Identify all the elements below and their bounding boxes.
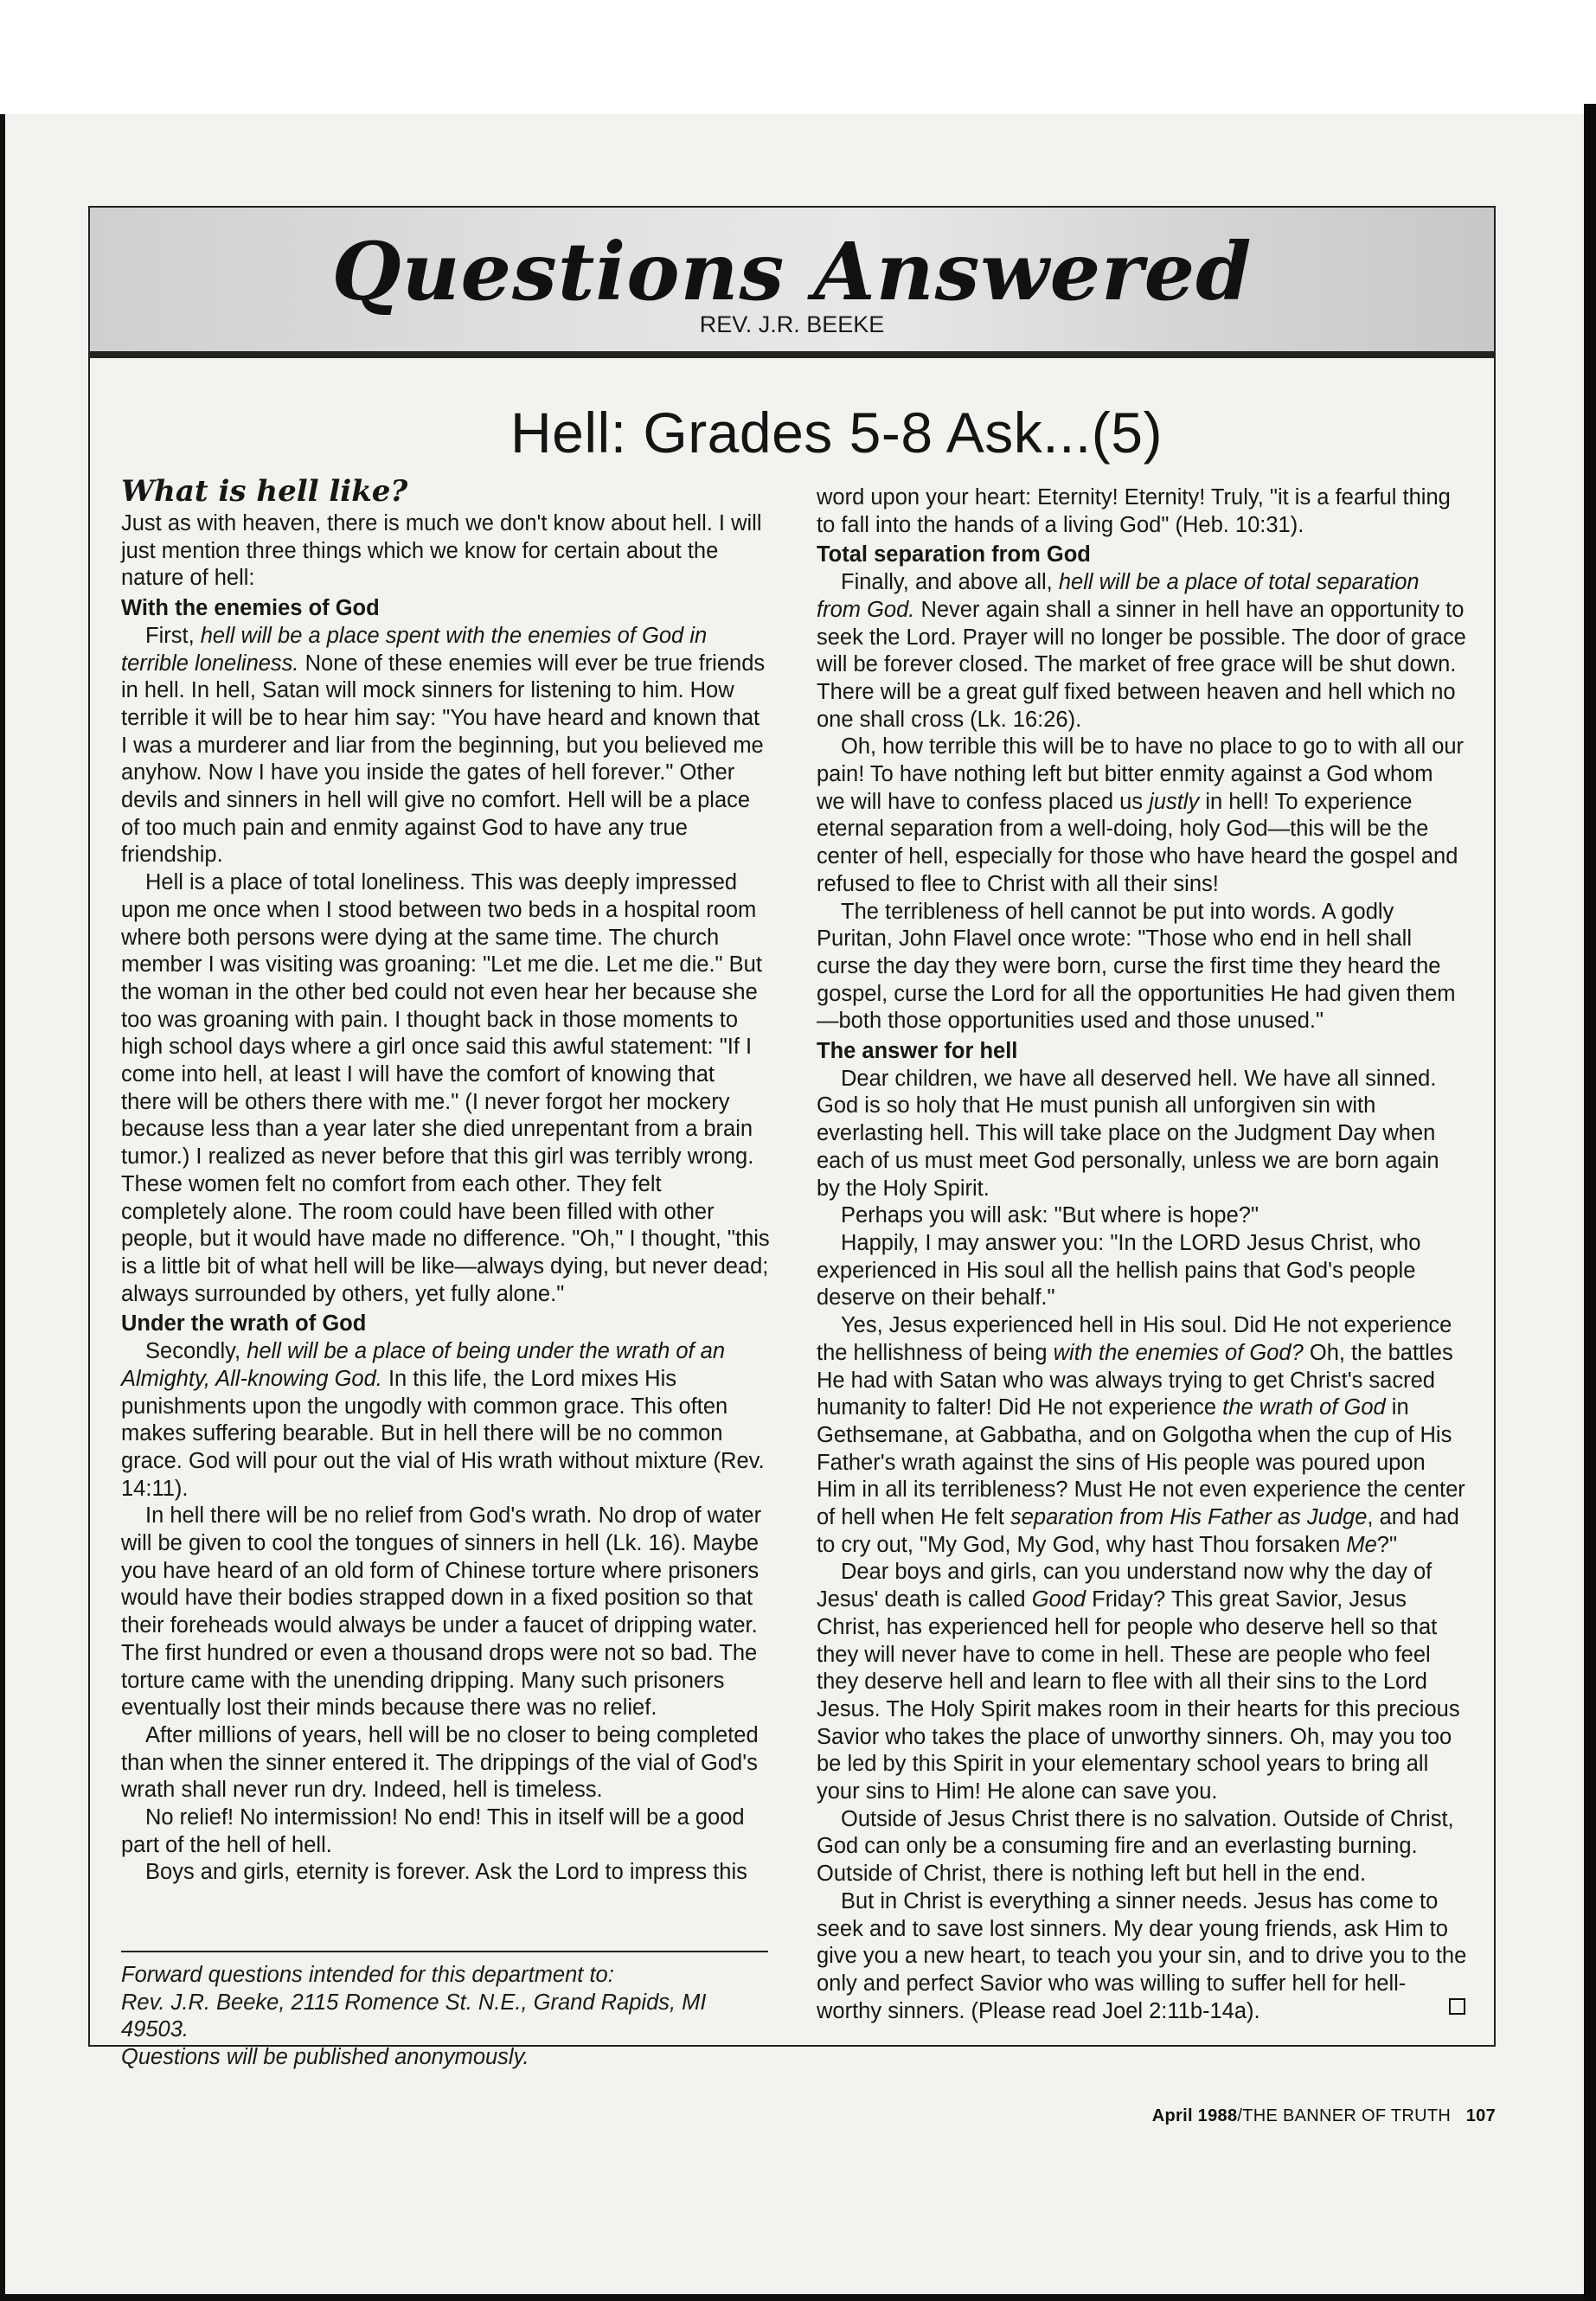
forward-note-line: Forward questions intended for this department to: — [121, 1963, 614, 1987]
forward-note-address: Rev. J.R. Beeke, 2115 Romence St. N.E., Grand Rapids, MI 49503. — [121, 1990, 707, 2041]
paragraph: The terribleness of hell cannot be put into words. A godly Puritan, John Flavel once wrote: "Those who end in hell shall curse the day they were born, curse the first time they heard the gospel, curse the Lord for all the opportunities He had given them—both those opportunities used and those unused." — [817, 899, 1456, 1034]
paragraph: First, hell will be a place spent with the enemies of God in terrible loneliness. None of these enemies will ever be true friends in hell. In hell, Satan will mock sinners for listening to him. How terrible it will be to hear him say: "You have heard and known that I was a murderer and liar from the beginning, but you believed me anyhow. Now I have you inside the gates of hell forever." Other devils and sinners in hell will give no comfort. Hell will be a place of too much pain and enmity against God to have any true friendship. — [121, 623, 766, 868]
left-column — [121, 476, 770, 1887]
page-top-background — [0, 0, 1596, 114]
forward-note-divider — [121, 1951, 768, 1952]
paragraph: Secondly, hell will be a place of being under the wrath of an Almighty, All-knowing God. In this life, the Lord mixes His punishments upon the ungodly with common grace. This often makes suffering bearable. But in hell there will be no common grace. God will pour out the vial of His wrath without mixture (Rev. 14:11). — [121, 1339, 765, 1501]
paragraph: Boys and girls, eternity is forever. Ask the Lord to impress this — [145, 1860, 747, 1885]
page-footer — [1152, 2106, 1496, 2126]
paragraph: Dear boys and girls, can you understand now why the day of Jesus' death is called Good Friday? This great Savior, Jesus Christ, has experienced hell for people who deserve hell so that they will never have to come in hell. These are people who feel they deserve hell and learn to flee with all their sins to the Lord Jesus. The Holy Spirit makes room in their hearts for this precious Savior who takes the place of unworthy sinners. Oh, may you too be led by this Spirit in your elementary school years to bring all your sins to Him! He alone can save you. — [817, 1560, 1460, 1804]
forward-note — [121, 1962, 779, 2071]
paragraph: Finally, and above all, hell will be a place of total separation from God. Never again shall a sinner in hell have an opportunity to seek the Lord. Prayer will no longer be possible. The door of grace will be forever closed. The market of free grace will be shut down. There will be a great gulf fixed between heaven and hell which no one shall cross (Lk. 16:26). — [817, 570, 1466, 732]
masthead-band — [90, 208, 1494, 358]
paragraph: No relief! No intermission! No end! This in itself will be a good part of the hell of hell. — [121, 1805, 745, 1857]
paragraph: Outside of Jesus Christ there is no salvation. Outside of Christ, God can only be a consuming fire and an everlasting burning. Outside of Christ, there is nothing left but hell in the end. — [817, 1806, 1454, 1887]
page-number: 107 — [1465, 2106, 1496, 2125]
paragraph: Just as with heaven, there is much we don't know about hell. I will just mention three things which we know for certain about the nature of hell: — [121, 511, 762, 591]
section-heading: Total separation from God — [817, 542, 1091, 567]
section-heading: The answer for hell — [817, 1039, 1018, 1064]
paragraph: Hell is a place of total loneliness. This was deeply impressed upon me once when I stood between two beds in a hospital room where both persons were dying at the same time. The church member I was visiting was groaning: "Let me die. Let me die." But the woman in the other bed could not even hear her because she too was groaning with pain. I thought back in those moments to high school days where a girl once said this awful statement: "If I come into hell, at least I will have the comfort of knowing that there will be others there with me." (I never forgot her mockery because less than a year later she died unrepentant from a brain tumor.) I realized as never before that this girl was terribly wrong. These women felt no comfort from each other. They felt completely alone. The room could have been filled with other people, but it would have made no difference. "Oh," I thought, "this is a little bit of what hell will be like—always dying, but never dead; always surrounded by others, yet fully alone." — [121, 870, 770, 1306]
paragraph: Oh, how terrible this will be to have no place to go to with all our pain! To have nothing left but bitter enmity against a God whom we will have to confess placed us justly in hell! To experience eternal separation from a well-doing, holy God—this will be the center of hell, especially for those who have heard the gospel and refused to flee to Christ with all their sins! — [817, 734, 1465, 896]
article-title: Hell: Grades 5-8 Ask...(5) — [510, 401, 1163, 465]
end-mark-icon — [1449, 1998, 1465, 2015]
section-heading: With the enemies of God — [121, 596, 380, 621]
masthead-author: REV. J.R. BEEKE — [699, 311, 885, 337]
paragraph: In hell there will be no relief from God's wrath. No drop of water will be given to cool the tongues of sinners in hell (Lk. 16). Maybe you have heard of an old form of Chinese torture where prisoners would have their bodies strapped down in a fixed position so that their foreheads would always be under a faucet of dripping water. The first hundred or even a thousand drops were not so bad. The torture came with the unending dripping. Many such prisoners eventually lost their minds because there was no relief. — [121, 1503, 762, 1721]
scan-edge-shadow — [1584, 104, 1596, 2301]
paragraph: Happily, I may answer you: "In the LORD Jesus Christ, who experienced in His soul all the hellish pains that God's people deserve on their behalf." — [817, 1230, 1421, 1311]
question-heading: What is hell like? — [121, 474, 408, 509]
right-column — [817, 484, 1467, 2025]
masthead-title: Questions Answered — [331, 225, 1253, 318]
footer-publication: /THE BANNER OF TRUTH — [1237, 2106, 1452, 2125]
paragraph: But in Christ is everything a sinner needs. Jesus has come to seek and to save lost sinners. My dear young friends, ask Him to give you a new heart, to teach you your sin, and to drive you to the only and perfect Savior who was willing to suffer hell for hell-worthy sinners. (Please read Joel 2:11b-14a). — [817, 1888, 1467, 2023]
forward-note-line: Questions will be published anonymously. — [121, 2044, 529, 2069]
footer-date: April 1988 — [1151, 2106, 1238, 2125]
paragraph: Dear children, we have all deserved hell. We have all sinned. God is so holy that He must punish all unforgiven sin with everlasting hell. This will take place on the Judgment Day when each of us must meet God personally, unless we are born again by the Holy Spirit. — [817, 1066, 1439, 1201]
left-column-body — [121, 510, 770, 1887]
paragraph: Yes, Jesus experienced hell in His soul. Did He not experience the hellishness of being with the enemies of God? Oh, the battles He had with Satan who was always trying to get Christ's sacred humanity to falter! Did He not experience the wrath of God in Gethsemane, at Gabbatha, and on Golgotha when the cup of His Father's wrath against the sins of His people was poured upon Him in all its terribleness? Must He not even experience the center of hell when He felt separation from His Father as Judge, and had to cry out, "My God, My God, why hast Thou forsaken Me?" — [817, 1313, 1465, 1557]
paragraph: word upon your heart: Eternity! Eternity! Truly, "it is a fearful thing to fall into the hands of a living God" (Heb. 10:31). — [817, 485, 1451, 537]
right-column-body — [817, 484, 1467, 2025]
section-heading: Under the wrath of God — [121, 1311, 367, 1336]
paragraph: After millions of years, hell will be no closer to being completed than when the sinner entered it. The drippings of the vial of God's wrath shall never run dry. Indeed, hell is timeless. — [121, 1722, 759, 1803]
paragraph: Perhaps you will ask: "But where is hope?" — [841, 1203, 1259, 1228]
